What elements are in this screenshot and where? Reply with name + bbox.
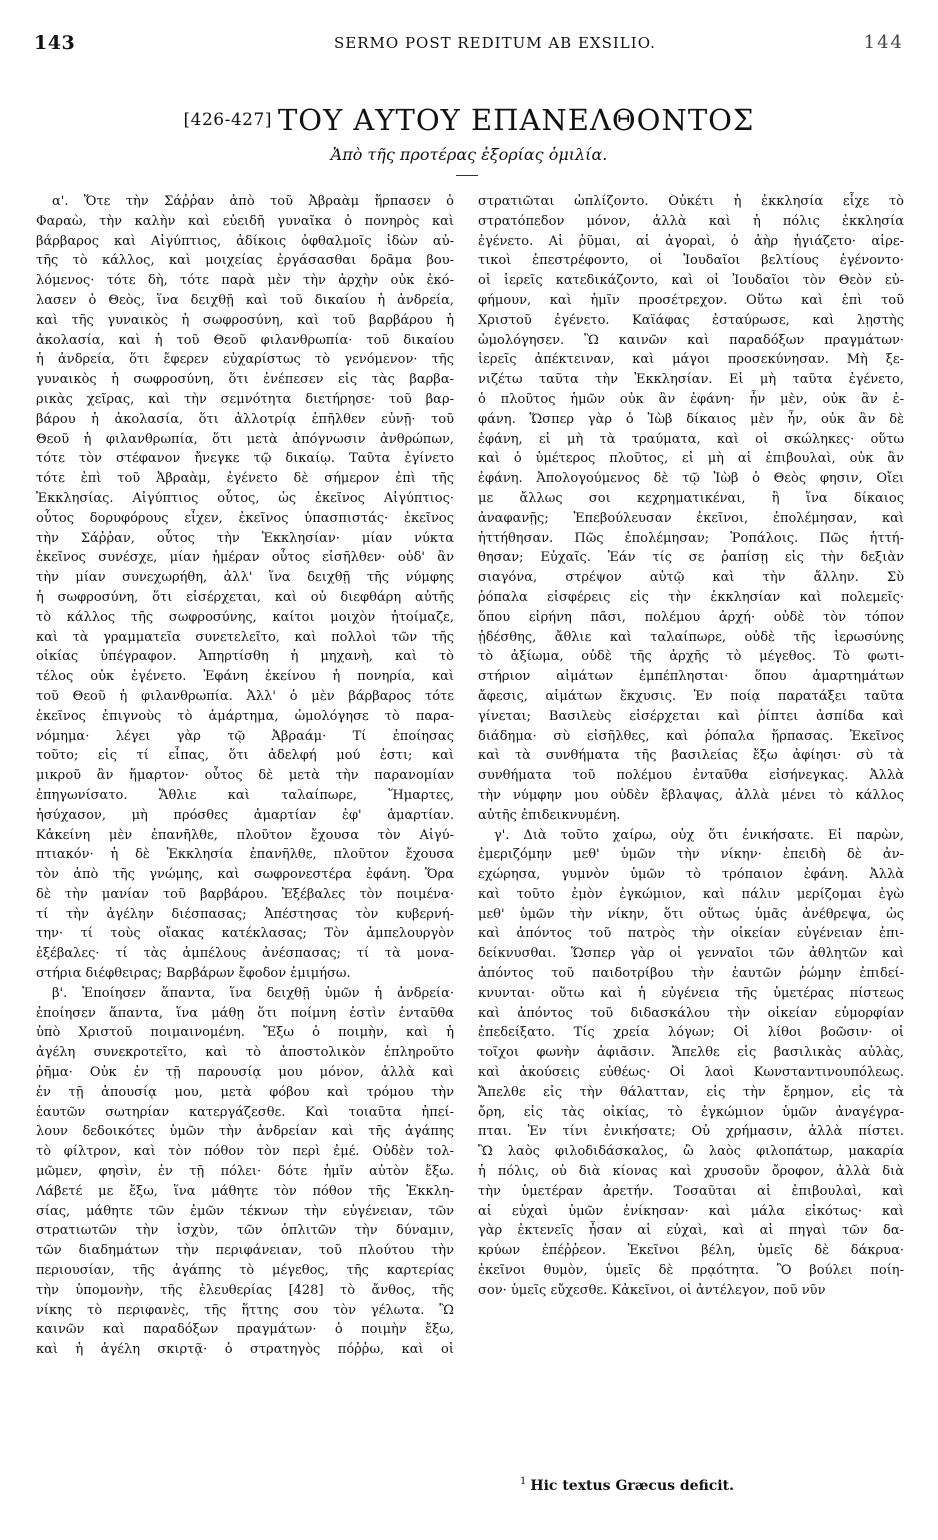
text-line: νιζέτω ταῦτα τὴν Ἐκκλησίαν. Εἰ μὴ ταῦτα ἐγένετο, [478, 372, 904, 388]
text-line: ὡμολόγησεν. Ὢ καινῶν καὶ παραδόξων πραγμάτων· [478, 332, 904, 348]
text-line: καὶ ἡ ἀγέλη σκιρτᾷ· ὁ στρατηγὸς πόῤῥω, καὶ οἱ [36, 1342, 454, 1358]
text-line: ἐφάνη. Ἀπολογούμενος δὲ τῷ Ἰὼβ ὁ Θεὸς φησιν, Οἴει [478, 471, 904, 487]
text-line: τότε ἐπὶ τοῦ Ἀβραὰμ, ἐγένετο δὲ σήμερον ἐπὶ τῆς [36, 471, 454, 487]
text-line: ἐν τῇ ἀπουσίᾳ μου, μετὰ φόβου καὶ τρόμου τὴν [36, 1084, 454, 1100]
text-line: τὸ κάλλος τῆς σωφροσύνης, καίτοι μοιχὸν ἠτοίμαζε, [36, 609, 454, 625]
text-line: ᾐδέσθης, ἄθλιε καὶ ταλαίπωρε, οὐδὲ τῆς ἱερωσύνης [478, 629, 904, 645]
page-number-right: 144 [863, 32, 904, 53]
text-line: γίνεται; Βασιλεὺς εἰσέρχεται καὶ ῥίπτει ἀσπίδα καὶ [478, 708, 904, 724]
text-line: ἐφάνη, εἰ μὴ τὰ τραύματα, καὶ οἱ σκώληκες· οὕτω [478, 431, 904, 447]
text-line: οὗτος δορυφόρους εἶχεν, ἐκεῖνος ὑπασπιστάς· ἐκεῖνος [36, 510, 454, 526]
text-line: λόμενος· τότε δὴ, τότε παρὰ μὲν τὴν ἀρχὴν οὐκ ἐκό- [36, 273, 454, 289]
text-line: καὶ τῆς γυναικὸς ἡ σωφροσύνη, καὶ τοῦ βαρβάρου ἡ [36, 312, 454, 328]
text-line: στρατιωτῶν τὴν ἰσχὺν, τῶν ὁπλιτῶν τὴν δύναμιν, [36, 1223, 454, 1239]
text-line: μεθ' ὑμῶν τὴν νίκην, ὅτι οὕτως ὑμᾶς ἀνέθρεψα, ὡς [478, 906, 904, 922]
text-line: πται. Ἐν τίνι ἐνικήσατε; Οὐ χρήμασιν, ἀλλὰ πίστει. [478, 1124, 904, 1140]
text-line: γυναικὸς ἡ σωφροσύνη, ὅτι ἐνέπεσεν εἰς τὰς βαρβα- [36, 372, 454, 388]
text-line: γὰρ ἐκτενεῖς ἦσαν αἱ εὐχαὶ, καὶ αἱ πηγαὶ τῶν δα- [478, 1223, 904, 1239]
text-line: ἐπεδείξατο. Τίς χρεία λόγων; Οἱ λίθοι βοῶσιν· οἱ [478, 1025, 904, 1041]
text-line: β'. Ἐποίησεν ἅπαντα, ἵνα δειχθῇ ὑμῶν ἡ ἀνδρεία· [52, 985, 454, 1001]
text-line: θησαν; Εὐχαῖς. Ἐάν τίς σε ῥαπίσῃ εἰς τὴν δεξιὰν [478, 550, 904, 566]
text-line: μῶμεν, φησὶν, ἐν τῇ πόλει· δότε ἡμῖν αὐτὸν ἔξω. [36, 1164, 454, 1180]
text-line: την· τί τοὺς οἴακας κατέκλασας; Τὸν ἀμπελουργὸν [36, 926, 454, 942]
text-line: ἡττήθησαν. Πῶς ἐπολέμησαν; Ῥοπάλοις. Πῶς ἡττή- [478, 530, 904, 546]
text-line: ἐμεριζόμην μεθ' ὑμῶν τὴν νίκην· ἐπειδὴ δὲ ἀν- [478, 847, 904, 863]
text-line: με ἄλλως σοι κεχρηματικέναι, ἢ ἵνα δίκαιος [478, 490, 904, 506]
footnote [520, 1476, 734, 1494]
text-line: φάνη. Ὥσπερ γὰρ ὁ Ἰὼβ δίκαιος μὲν ἦν, οὐκ ἂν δὲ [478, 411, 904, 427]
text-line: τὸ ἀξίωμα, οὐδὲ τῆς ἀρχῆς τὸ μέγεθος. Τὸ φωτι- [478, 649, 904, 665]
text-line: Κἀκείνη μὲν ἐπανῆλθε, πλοῦτον ἔχουσα τὸν Αἰγύ- [36, 827, 454, 843]
text-line: ἀγέλη συνεκροτεῖτο, καὶ τὸ ἀποστολικὸν ἐπληροῦτο [36, 1045, 454, 1061]
text-line: Ἄπελθε εἰς τὴν θάλατταν, εἰς τὴν ἔρημον, εἰς τὰ [478, 1084, 904, 1100]
text-line: ἐγένετο. Αἱ ῥῦμαι, αἱ ἀγοραὶ, ὁ ἀὴρ ἡγιάζετο· αἱρε- [478, 233, 904, 249]
text-line: αἱ εὐχαὶ ὑμῶν ἐνίκησαν· καὶ μάλα εἰκότως· καὶ [478, 1203, 904, 1219]
title-divider [456, 175, 478, 176]
text-line: τὴν νύμφην μου οὐδὲν ἔβλαψας, ἀλλὰ μένει τὸ κάλλος [478, 787, 904, 803]
text-line: τὴν Σάῤῥαν, οὗτος τὴν Ἐκκλησίαν· μίαν νύκτα [36, 530, 454, 546]
footnote-text: Hic textus Græcus deficit. [530, 1478, 734, 1494]
text-line: ρικὰς χεῖρας, καὶ τὴν σεμνότητα διετήρησε· τοῦ βαρ- [36, 391, 454, 407]
text-line: ἡ πόλις, οὐ διὰ κίονας καὶ χρυσοῦν ὄροφον, ἀλλὰ διὰ [478, 1164, 904, 1180]
text-line: φήμουν, καὶ ἡμῖν προσέτρεχον. Οὕτω καὶ ἐπὶ τοῦ [478, 292, 904, 308]
text-line: δείκνυσθαι. Ὥσπερ γὰρ οἱ γενναῖοι τῶν ἀθλητῶν καὶ [478, 946, 904, 962]
text-line: καὶ τοῦτο ἐμὸν ἐγκώμιον, καὶ πάλιν μερίζομαι ἐγὼ [478, 886, 904, 902]
text-line: Χριστοῦ ἐγένετο. Καϊάφας ἐσταύρωσε, καὶ λῃστὴς [478, 312, 904, 328]
text-line: ἀκολασία, καὶ ἡ τοῦ Θεοῦ φιλανθρωπία· τοῦ δικαίου [36, 332, 454, 348]
left-text-column [36, 192, 454, 1360]
text-line: ἱερεῖς ἀπέκτειναν, καὶ μάγοι προσεκύνησαν. Μὴ ξε- [478, 352, 904, 368]
text-line: Ἐκκλησίας. Αἰγύπτιος οὗτος, ὡς ἐκεῖνος Αἰγύπτιος· [36, 490, 454, 506]
text-line: σίας, μάθητε τῶν ἐμῶν τέκνων τὴν εὐγένειαν, τῶν [36, 1203, 454, 1219]
text-line: συνθήματα τοῦ πολέμου ἐνταῦθα εἰσήνεγκας. Ἀλλὰ [478, 768, 904, 784]
text-line: ἀπόντος τοῦ παιδοτρίβου τὴν ἑαυτῶν ῥώμην ἐπιδεί- [478, 966, 904, 982]
page-number-left: 143 [34, 32, 76, 54]
text-line: καὶ τὰ συνθήματα τῆς βασιλείας ἔξω ἀφίησι· σὺ τὰ [478, 748, 904, 764]
sermon-subtitle: Ἀπὸ τῆς προτέρας ἐξορίας ὁμιλία. [330, 145, 608, 164]
text-line: σιαγόνα, στρέψον αὐτῷ καὶ τὴν ἄλλην. Σὺ [478, 570, 904, 586]
text-line: βάρου ἡ ἀκολασία, ὅτι ἀλλοτρίᾳ ἐπῆλθεν εὐνῇ· τοῦ [36, 411, 454, 427]
text-line: Θεοῦ ἡ φιλανθρωπία, ὅτι μετὰ ἀπόγνωσιν ἀνθρώπων, [36, 431, 454, 447]
text-line: τέλος οὐκ ἐγένετο. Ἐφάνη ἐκείνου ἡ πονηρία, καὶ [36, 669, 454, 685]
text-line: κνυνται· οὕτω καὶ ἡ εὐγένεια τῆς ὑμετέρας πίστεως [478, 985, 904, 1001]
text-line: ῥῆμα· Οὐκ ἐν τῇ παρουσίᾳ μου μόνον, ἀλλὰ καὶ [36, 1065, 454, 1081]
text-line: οἱ ἱερεῖς κατεδικάζοντο, καὶ οἱ Ἰουδαῖοι τὸν Θεὸν εὐ- [478, 273, 904, 289]
text-line: τοῦτο; εἰς τί εἶπας, ὅτι ἀδελφή μού ἐστι; καὶ [36, 748, 454, 764]
text-line: ἄφεσις, αἱμάτων ἔκχυσις. Ἐν ποίᾳ παρατάξει ταῦτα [478, 688, 904, 704]
text-line: τὸ φίλτρον, καὶ τὸν πόθον τὸν περὶ ἐμέ. Οὐδὲν τολ- [36, 1144, 454, 1160]
text-line: εχώρησα, γυμνὸν ὑμῶν τὸ τρόπαιον ἐφάνη. Ἀλλὰ [478, 867, 904, 883]
text-line: ἀναφανῇς; Ἐπεβούλευσαν ἐκεῖνοι, ἐπολέμησαν, καὶ [478, 510, 904, 526]
text-line: ἐκεῖνος συνέσχε, μίαν ἡμέραν οὗτος εἰσῆλθεν· οὐδ' ἂν [36, 550, 454, 566]
text-line: ἐπηγωνίσατο. Ἄθλιε καὶ ταλαίπωρε, Ἥμαρτες, [36, 787, 454, 803]
text-line: διάδημα· σὺ εἰσῆλθες, καὶ ῥόπαλα ἥρπασας. Ἐκεῖνος [478, 728, 904, 744]
text-line: τῶν διαδημάτων τὴν περιφάνειαν, τοῦ πλούτου τὴν [36, 1243, 454, 1259]
text-line: α'. Ὅτε τὴν Σάῤῥαν ἀπὸ τοῦ Ἀβραὰμ ἥρπασεν ὁ [52, 194, 454, 209]
text-line: ἡ ἀνδρεία, ὅτι ἔφερεν εὐχαρίστως τὸ γενόμενον· τῆς [36, 352, 454, 368]
text-line: οἰκίας ὑπέγραφον. Ἀπηρτίσθη ἡ μηχανὴ, καὶ τὸ [36, 649, 454, 665]
text-line: στρατιῶται ὡπλίζοντο. Οὐκέτι ἡ ἐκκλησία εἶχε τὸ [478, 194, 904, 209]
text-line: ῥόπαλα εἰσφέρεις εἰς τὴν ἐκκλησίαν καὶ πολεμεῖς· [478, 589, 904, 605]
text-line: καὶ ἀπόντος τοῦ πατρὸς τὴν οἰκείαν εὐγένειαν ἐπι- [478, 926, 904, 942]
text-line: ἡσύχασον, μὴ πρόσθες ἁμαρτίαν ἐφ' ἁμαρτίαν. [36, 807, 454, 823]
right-text-column [478, 192, 904, 1301]
text-line: ὅπου εἰρήνη πᾶσι, πολέμου ἀρχή· οὐδὲ τὸν τόπον [478, 609, 904, 625]
text-line: καὶ ἀπόντος τοῦ διδασκάλου τὴν οἰκείαν εὐμορφίαν [478, 1005, 904, 1021]
text-line: ἑαυτῶν σωτηρίαν κατεργάζεσθε. Καὶ τοιαῦτα ἠπεί- [36, 1104, 454, 1120]
text-line: τοῖχοι φωνὴν ἀφιᾶσιν. Ἄπελθε εἰς βασιλικὰς αὐλὰς, [478, 1045, 904, 1061]
text-line: περιουσίαν, τῆς ἀγάπης τὸ μέγεθος, τῆς καρτερίας [36, 1263, 454, 1279]
sermon-title: ΤΟΥ ΑΥΤΟΥ ΕΠΑΝΕΛΘΟΝΤΟΣ [277, 103, 755, 137]
text-line: ἐξέβαλες· τί τὰς ἀμπέλους ἀνέσπασας; τί τὰ μονα- [36, 946, 454, 962]
text-line: τὴν ὑμετέραν ἀρετήν. Τοσαῦται αἱ ἐπιβουλαὶ, καὶ [478, 1183, 904, 1199]
sermon-heading [0, 103, 938, 137]
text-line: τὴν μίαν συνεχωρήθη, ἀλλ' ἵνα δειχθῇ τῆς νύμφης [36, 570, 454, 586]
text-line: νόμημα· λέγει γὰρ τῷ Ἀβραάμ· Τί ἐποίησας [36, 728, 454, 744]
text-line: πτιακόν· ἡ δὲ Ἐκκλησία ἐπανῆλθε, πλοῦτον ἔχουσα [36, 847, 454, 863]
text-line: στρατόπεδον μόνον, ἀλλὰ καὶ ἡ πόλις ἐκκλησία [478, 213, 904, 229]
text-line: τῆς τὸ κάλλος, καὶ μοιχείας ἐργάσασθαι δρᾶμα βου- [36, 253, 454, 269]
text-line: τί τὴν ἀγέλην διέσπασας; Ἀπέστησας τὸν κυβερνή- [36, 906, 454, 922]
text-line: τὸν ἀπὸ τῆς γνώμης, καὶ σωφρονεστέρα ἐφάνη. Ὅρα [36, 867, 454, 883]
text-line: ἐκεῖνος ἐπιγνοὺς τὸ ἁμάρτημα, ὡμολόγησε τὸ παρα- [36, 708, 454, 724]
text-line: Λάβετέ με ἔξω, ἵνα μάθητε τὸν πόθον τῆς Ἐκκλη- [36, 1183, 454, 1199]
text-line: σον· ὑμεῖς εὔχεσθε. Κἀκεῖνοι, οἱ ἀντέλεγον, ποῦ νῦν [478, 1282, 826, 1298]
text-line: βάρβαρος καὶ Αἰγύπτιος, ἀδίκοις ὀφθαλμοῖς ἰδὼν αὐ- [36, 233, 454, 249]
text-line: καὶ τὰ γραμματεῖα συνετελεῖτο, καὶ πολλοὶ τῶν τῆς [36, 629, 454, 645]
text-line: τὴν ὑπομονὴν, τῆς ἐλευθερίας [428] τὸ ἄνθος, τῆς [36, 1282, 454, 1298]
text-line: καινῶν καὶ παραδόξων πραγμάτων· ὁ ποιμὴν ἔξω, [36, 1322, 454, 1338]
text-line: καὶ ὁ ὑμέτερος πλοῦτος, εἰ μὴ αἱ ἐπιβουλαὶ, οὐκ ἂν [478, 451, 904, 467]
text-line: κρύων ἐπέῤῥεον. Ἐκεῖνοι βέλη, ὑμεῖς δὲ δάκρυα· [478, 1243, 904, 1259]
text-line: καὶ ἀκούσεις εὐθέως· Οἱ λαοὶ Κωνσταντινουπόλεως. [478, 1065, 904, 1081]
footnote-mark: 1 [520, 1476, 527, 1487]
text-line: νίκης τὸ περιφανὲς, τῆς ἥττης σου τὸν γέλωτα. Ὢ [36, 1302, 454, 1318]
text-line: τοῦ Θεοῦ ἡ φιλανθρωπία. Ἀλλ' ὁ μὲν βάρβαρος τότε [36, 688, 454, 704]
page-header [34, 32, 904, 56]
text-line: λουν δεδοικότες ὑμῶν τὴν ἀνδρείαν καὶ τῆς ἀγάπης [36, 1124, 454, 1140]
text-line: ὑπὸ Χριστοῦ ποιμαινομένη. Ἔξω ὁ ποιμὴν, καὶ ἡ [36, 1025, 454, 1041]
text-line: ἐκεῖνοι θυμὸν, ὑμεῖς δὲ πρᾳότητα. Ὃ βούλει ποίη- [478, 1263, 904, 1279]
text-line: ὄρη, εἰς τὰς οἰκίας, τὸ ἐγκώμιον ὑμῶν ἀναγέγρα- [478, 1104, 904, 1120]
text-line: δὲ τὴν μανίαν τοῦ βαρβάρου. Ἐξέβαλες τὸν ποιμένα· [36, 886, 454, 902]
text-line: στήριον αἱμάτων ἐμπέπλησται· ὅπου ἁμαρτημάτων [478, 669, 904, 685]
text-line: Φαραὼ, τὴν καλὴν καὶ εὐειδῆ γυναῖκα ὁ πονηρὸς καὶ [36, 213, 454, 229]
text-line: ἐποίησεν ἅπαντα, ἵνα μάθῃ ὅτι ποίμνη ἐστὶν ἐνταῦθα [36, 1005, 454, 1021]
text-line: τικοὶ ἐπεστρέφοντο, οἱ Ἰουδαῖοι βελτίους ἐγένοντο· [478, 253, 904, 269]
text-line: ὁ πλοῦτος ἡμῶν οὐκ ἂν ἐφάνη· ἦν μὲν, οὐκ ἂν ἐ- [478, 391, 904, 407]
text-line: λασεν ὁ Θεὸς, ἵνα δειχθῇ καὶ τοῦ δικαίου ἡ ἀνδρεία, [36, 292, 454, 308]
text-line: Ὢ λαὸς φιλοδιδάσκαλος, ὢ λαὸς φιλοπάτωρ, μακαρία [478, 1144, 904, 1160]
column-reference: [426-427] [183, 110, 272, 130]
text-line: στήρια διέφθειρας; Βαρβάρων ἔφοδον ἐμιμήσω. [36, 966, 351, 982]
text-line: τότε τὸν στέφανον ἤνεγκε τῷ δικαίῳ. Ταῦτα ἐγίνετο [36, 451, 454, 467]
text-line: ἡ σωφροσύνη, ὅτι εἰσέρχεται, καὶ οὐ διεφθάρη αὐτῆς [36, 589, 454, 605]
text-line: αὐτῆς ἐπιδεικνυμένη. [478, 807, 621, 823]
text-line: γ'. Διὰ τοῦτο χαίρω, οὐχ ὅτι ἐνικήσατε. Εἰ παρὼν, [494, 827, 904, 843]
text-line: μικροῦ ἂν ἥμαρτον· οὗτος δὲ μετὰ τὴν παρανομίαν [36, 768, 454, 784]
running-title: SERMO POST REDITUM AB EXSILIO. [334, 34, 656, 52]
